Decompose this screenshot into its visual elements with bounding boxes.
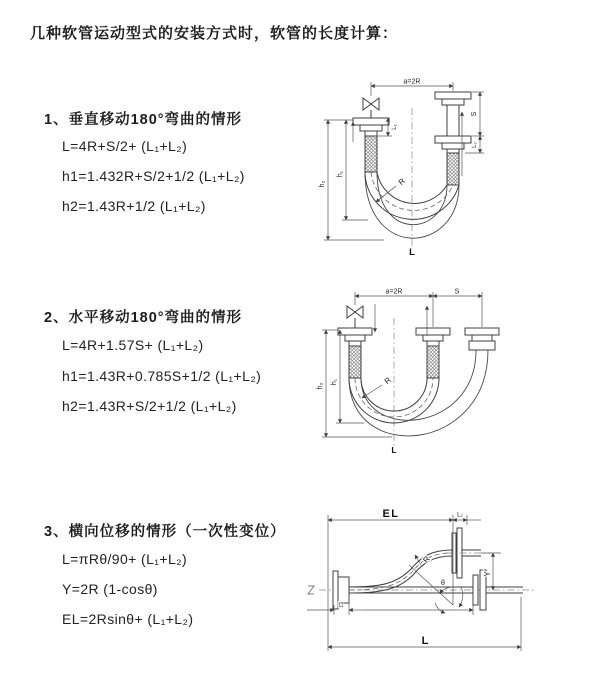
diagram-horizontal-180-bend — [312, 282, 588, 460]
diagram-vertical-180-bend — [312, 72, 588, 258]
dim-label-h2: h₂ — [319, 180, 326, 188]
angle-label-theta: θ — [441, 580, 445, 587]
dimension-s — [433, 289, 482, 297]
section-2-formula-L: L=4R+1.57S+ (L₁+L₂) — [62, 337, 204, 353]
section-1-formula-L: L=4R+S/2+ (L₁+L₂) — [62, 138, 188, 154]
section-1-heading: 1、垂直移动180°弯曲的情形 — [44, 112, 243, 128]
dimension-l2 — [453, 513, 481, 526]
dim-label-r: R — [382, 375, 393, 387]
valve-icon — [355, 306, 363, 318]
left-end-fitting — [338, 306, 372, 378]
dim-label-h1: h₁ — [337, 170, 344, 178]
left-end-fitting — [353, 98, 389, 172]
section-3-formula-EL: EL=2Rsinθ+ (L₁+L₂) — [62, 611, 194, 627]
dim-label-a2r: a=2R — [385, 288, 403, 296]
dimension-s — [471, 92, 484, 136]
section-3-heading: 3、横向位移的情形（一次性变位） — [44, 524, 286, 540]
radius-leader — [362, 375, 393, 398]
section-2-formula-h1: h1=1.43R+0.785S+1/2 (L₁+L₂) — [62, 368, 262, 384]
dim-label-h2: h₂ — [317, 382, 324, 390]
right-end-fitting — [465, 328, 499, 350]
section-3-formula-L: L=πRθ/90+ (L₁+L₂) — [62, 551, 188, 567]
valve-icon — [347, 306, 355, 318]
braided-hose-section — [447, 153, 459, 185]
dim-label-l1: L₁ — [392, 124, 398, 130]
braided-hose-section — [365, 136, 377, 172]
page-title: 几种软管运动型式的安装方式时，软管的长度计算： — [30, 25, 399, 42]
valve-icon — [371, 98, 379, 110]
dim-label-r: R — [396, 176, 407, 187]
pipe-break-symbol — [308, 586, 314, 594]
dim-label-l2: L₂ — [457, 512, 463, 519]
braided-hose-section — [427, 346, 439, 378]
dim-label-s: S — [471, 111, 478, 117]
dimension-l-total — [328, 597, 521, 651]
valve-icon — [363, 98, 371, 110]
section-2-heading: 2、水平移动180°弯曲的情形 — [44, 310, 243, 326]
dim-label-l: L — [421, 635, 429, 647]
dimension-a2r — [355, 289, 482, 328]
dimension-h1 — [337, 120, 368, 220]
dim-label-l1: L₁ — [338, 602, 344, 609]
dim-label-y: Y — [483, 571, 492, 577]
dim-label-r: R — [421, 554, 432, 565]
dim-label-l2: L₂ — [472, 142, 478, 148]
dim-label-l-total: L — [409, 247, 415, 258]
dim-label-l-total: L — [391, 445, 397, 455]
radius-leader — [376, 176, 407, 202]
middle-end-fitting — [416, 328, 450, 378]
diagram-lateral-displacement — [305, 505, 590, 655]
dimension-l1 — [307, 597, 473, 615]
dim-label-a2r: a=2R — [403, 78, 421, 86]
right-end-fitting — [435, 92, 471, 185]
dim-label-h1: h₁ — [331, 378, 338, 386]
braided-hose-section — [349, 346, 361, 378]
section-1-formula-h2: h2=1.43R+1/2 (L₁+L₂) — [62, 198, 206, 214]
section-1-formula-h1: h1=1.432R+S/2+1/2 (L₁+L₂) — [62, 168, 245, 184]
section-3-formula-Y: Y=2R (1-cosθ) — [62, 581, 158, 597]
section-2-formula-h2: h2=1.43R+S/2+1/2 (L₁+L₂) — [62, 398, 237, 414]
dim-label-s: S — [454, 288, 460, 296]
dim-label-el: EL — [382, 508, 400, 520]
